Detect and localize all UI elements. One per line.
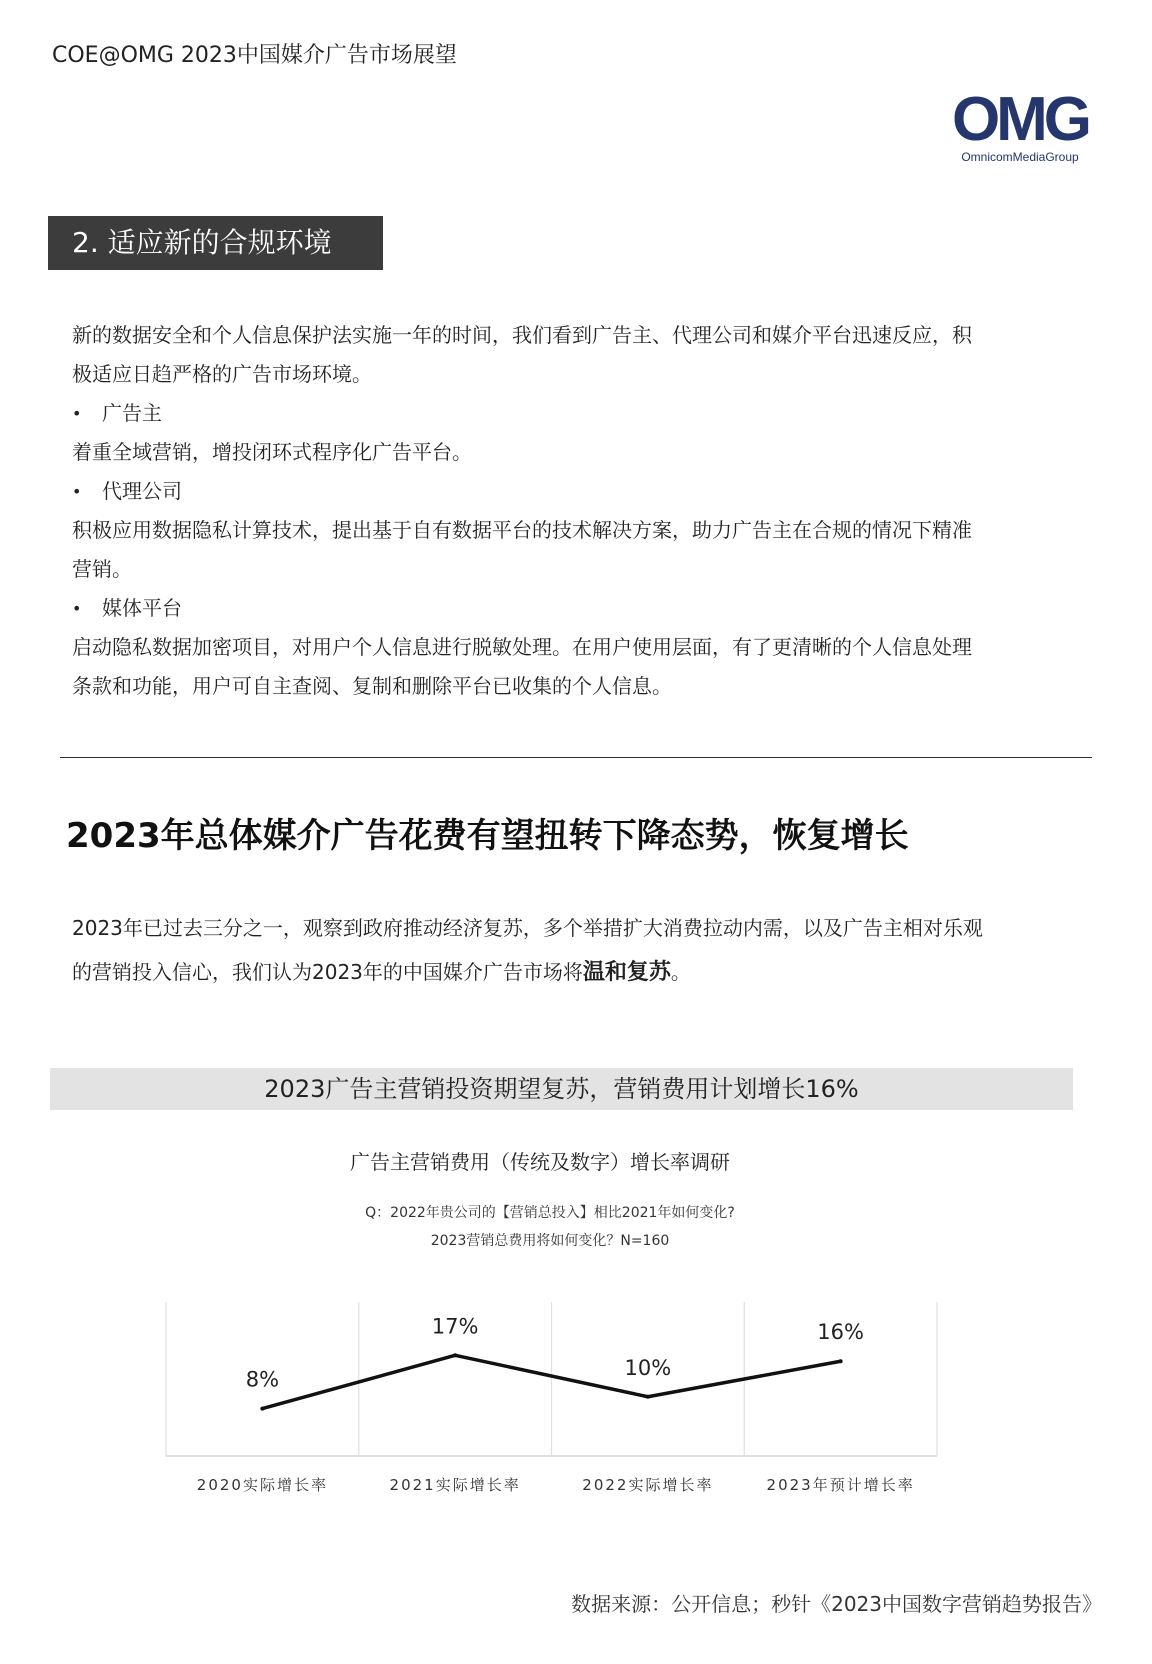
intro-line2 [72,950,1072,995]
media-desc-line2: 条款和功能，用户可自主查阅、复制和删除平台已收集的个人信息。 [72,674,672,698]
data-label: 17% [431,1314,479,1339]
chart-question-line2: 2023营销总费用将如何变化？N=160 [430,1233,670,1249]
data-point [260,1407,264,1411]
media-desc-line1: 启动隐私数据加密项目，对用户个人信息进行脱敏处理。在用户使用层面，有了更清晰的个人信息处理 [72,635,972,659]
headline: 2023年总体媒介广告花费有望扭转下降态势，恢复增长 [66,816,909,856]
data-point [453,1353,457,1357]
intro-line2-suffix: 。 [670,960,691,984]
data-point [839,1359,843,1363]
advertisers-desc-line1: 着重全域营销，增投闭环式程序化广告平台。 [72,440,472,464]
bullet-media-platforms [72,589,1052,628]
divider [60,757,1092,758]
section-tag: 2. 适应新的合规环境 [48,216,383,270]
bullet-advertisers [72,394,1052,433]
agencies-desc-line2: 营销。 [72,557,132,581]
section-body [72,316,1052,706]
chart-title: 广告主营销费用（传统及数字）增长率调研 [350,1150,730,1174]
bullet-title-media: 媒体平台 [102,596,182,620]
bullet-title-advertisers: 广告主 [102,401,162,425]
series-line [262,1355,840,1408]
data-label: 10% [624,1355,672,1380]
bullet-agencies [72,472,1052,511]
category-label: 2022实际增长率 [582,1476,714,1494]
intro-line2-bold: 温和复苏 [582,960,671,985]
bullet-dot: • [72,599,82,618]
data-label: 8% [245,1367,280,1392]
header-title: COE@OMG 2023中国媒介广告市场展望 [52,43,457,68]
section-intro-line1: 新的数据安全和个人信息保护法实施一年的时间，我们看到广告主、代理公司和媒介平台迅速反应，积 [72,323,972,347]
agencies-desc-line1: 积极应用数据隐私计算技术，提出基于自有数据平台的技术解决方案，助力广告主在合规的情况下精准 [72,518,972,542]
logo-text: OMG [951,85,1089,154]
intro-paragraph [72,906,1072,995]
category-label: 2020实际增长率 [196,1476,328,1494]
logo-subtext: OmnicomMediaGroup [961,150,1079,164]
bullet-title-agencies: 代理公司 [102,479,182,503]
chart-question-line1: Q：2022年贵公司的【营销总投入】相比2021年如何变化? [365,1205,735,1221]
omg-logo [940,84,1100,168]
data-label: 16% [817,1320,864,1345]
category-label: 2023年预计增长率 [766,1476,915,1494]
data-source: 数据来源：公开信息；秒针《2023中国数字营销趋势报告》 [571,1592,1102,1616]
section-intro-line2: 极适应日趋严格的广告市场环境。 [72,362,372,386]
category-label: 2021实际增长率 [389,1476,521,1494]
intro-line2-prefix: 的营销投入信心，我们认为2023年的中国媒介广告市场将 [72,960,583,984]
bullet-dot: • [72,482,82,501]
intro-line1: 2023年已过去三分之一，观察到政府推动经济复苏，多个举措扩大消费拉动内需，以及广告主相对乐观 [72,916,983,940]
bullet-dot: • [72,404,82,423]
data-point [646,1395,650,1399]
chart-banner: 2023广告主营销投资期望复苏，营销费用计划增长16% [50,1068,1073,1110]
